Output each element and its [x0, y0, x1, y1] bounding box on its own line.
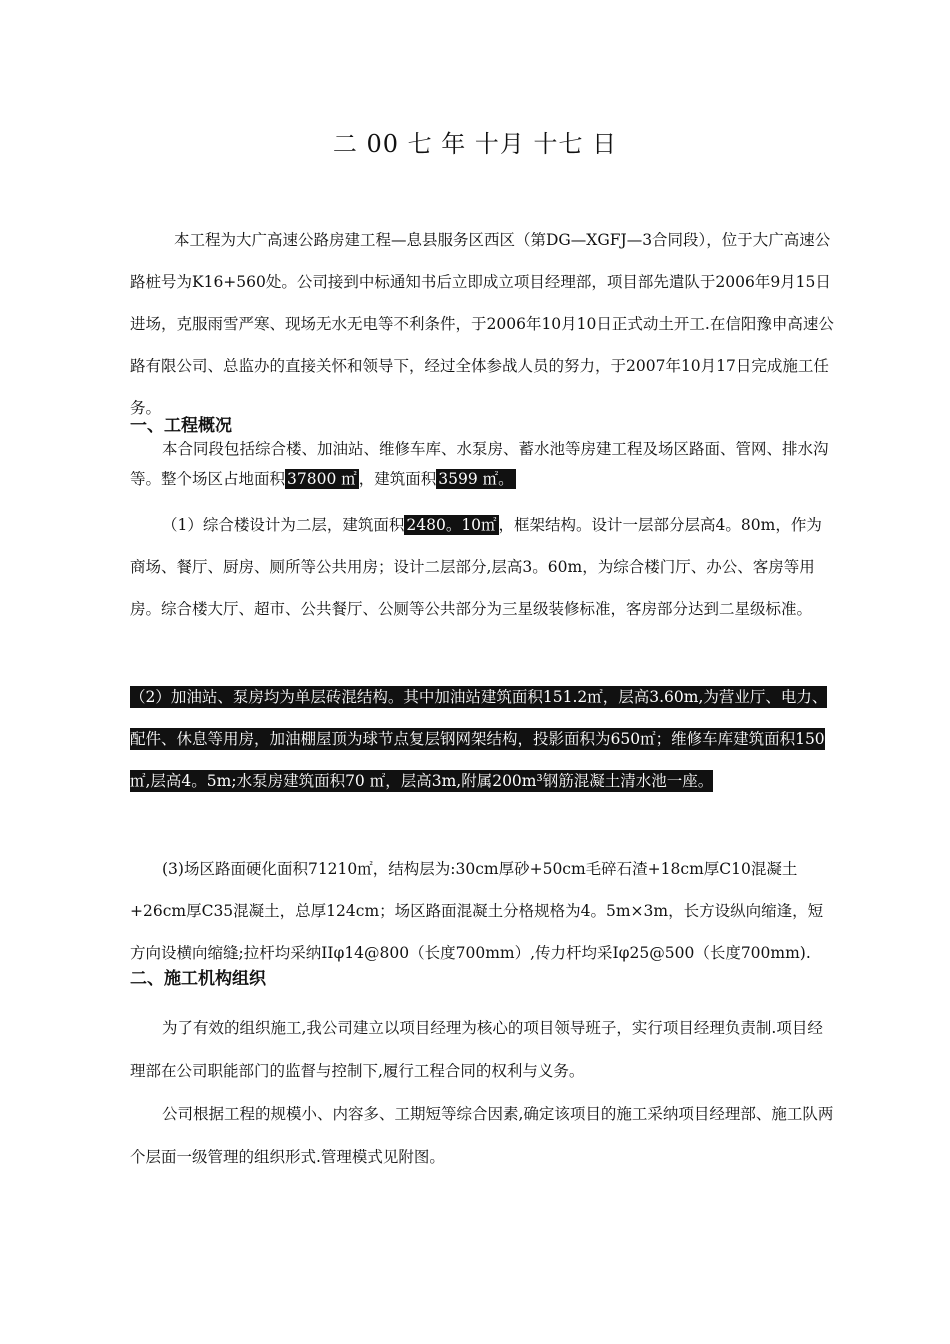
complex-building-post: ，框架结构。设计一层部分层高4。80m，作为商场、餐厅、厨房、厕所等公共用房；设计二层部分,层高3。60m，为综合楼门厅、办公、客房等用房。综合楼大厅、超市、公共餐厅、公厕等公共部分为三星级装修标准，客房部分达到二星级标准。 — [130, 516, 822, 618]
building-area-value: 3599 ㎡。 — [438, 470, 514, 488]
section-heading-organization: 二、施工机构组织 — [130, 969, 266, 989]
pavement-paragraph: (3)场区路面硬化面积71210㎡，结构层为:30cm厚砂+50cm毛碎石渣+18cm厚C10混凝土+26cm厚C35混凝土，总厚124cm；场区路面混凝土分格规格为4。5m×3m，长方设纵向缩逢，短方向设横向缩缝;拉杆均采纳IIφ14@800（长度700mm）,传力杆均采Iφ25@500（长度700mm). — [130, 860, 824, 962]
organization-paragraph-1: 为了有效的组织施工,我公司建立以项目经理为核心的项目领导班子，实行项目经理负责制.项目经理部在公司职能部门的监督与控制下,履行工程合同的权利与义务。 — [130, 1019, 823, 1080]
gas-station-text: （2）加油站、泵房均为单层砖混结构。其中加油站建筑面积151.2㎡，层高3.60m,为营业厅、电力、配件、休息等用房，加油棚屋顶为球节点复层钢网架结构，投影面积为650㎡；维修车库建筑面积150㎡,层高4。5m;水泵房建筑面积70 ㎡，层高3m,附属200m³钢筋混凝土清水池一座。 — [130, 688, 828, 790]
complex-building-area: 2480。10㎡ — [406, 516, 497, 534]
overview-mid-text: ，建筑面积 — [358, 470, 437, 488]
section-heading-overview: 一、工程概况 — [130, 416, 232, 436]
date-line: 二 00 七 年 十月 十七 日 — [332, 130, 618, 158]
intro-paragraph: 本工程为大广高速公路房建工程—息县服务区西区（第DG—XGFJ—3合同段），位于大广高速公路桩号为K16+560处。公司接到中标通知书后立即成立项目经理部，项目部先遣队于2006年9月15日进场，克服雨雪严寒、现场无水无电等不利条件，于2006年10月10日正式动土开工.在信阳豫申高速公路有限公司、总监办的直接关怀和领导下，经过全体参战人员的努力，于2007年10月17日完成施工任务。 — [130, 231, 834, 417]
gas-station-paragraph — [130, 676, 835, 802]
site-area-value: 37800 ㎡ — [287, 470, 357, 488]
overview-text: 本合同段包括综合楼、加油站、维修车库、水泵房、蓄水池等房建工程及场区路面、管网、排水沟等。整个场区占地面积 — [130, 440, 829, 488]
organization-paragraph-2: 公司根据工程的规模小、内容多、工期短等综合因素,确定该项目的施工采纳项目经理部、施工队两个层面一级管理的组织形式.管理模式见附图。 — [130, 1105, 834, 1166]
overview-paragraph — [130, 434, 835, 494]
complex-building-pre: （1）综合楼设计为二层，建筑面积 — [162, 516, 405, 534]
complex-building-paragraph — [130, 504, 835, 630]
